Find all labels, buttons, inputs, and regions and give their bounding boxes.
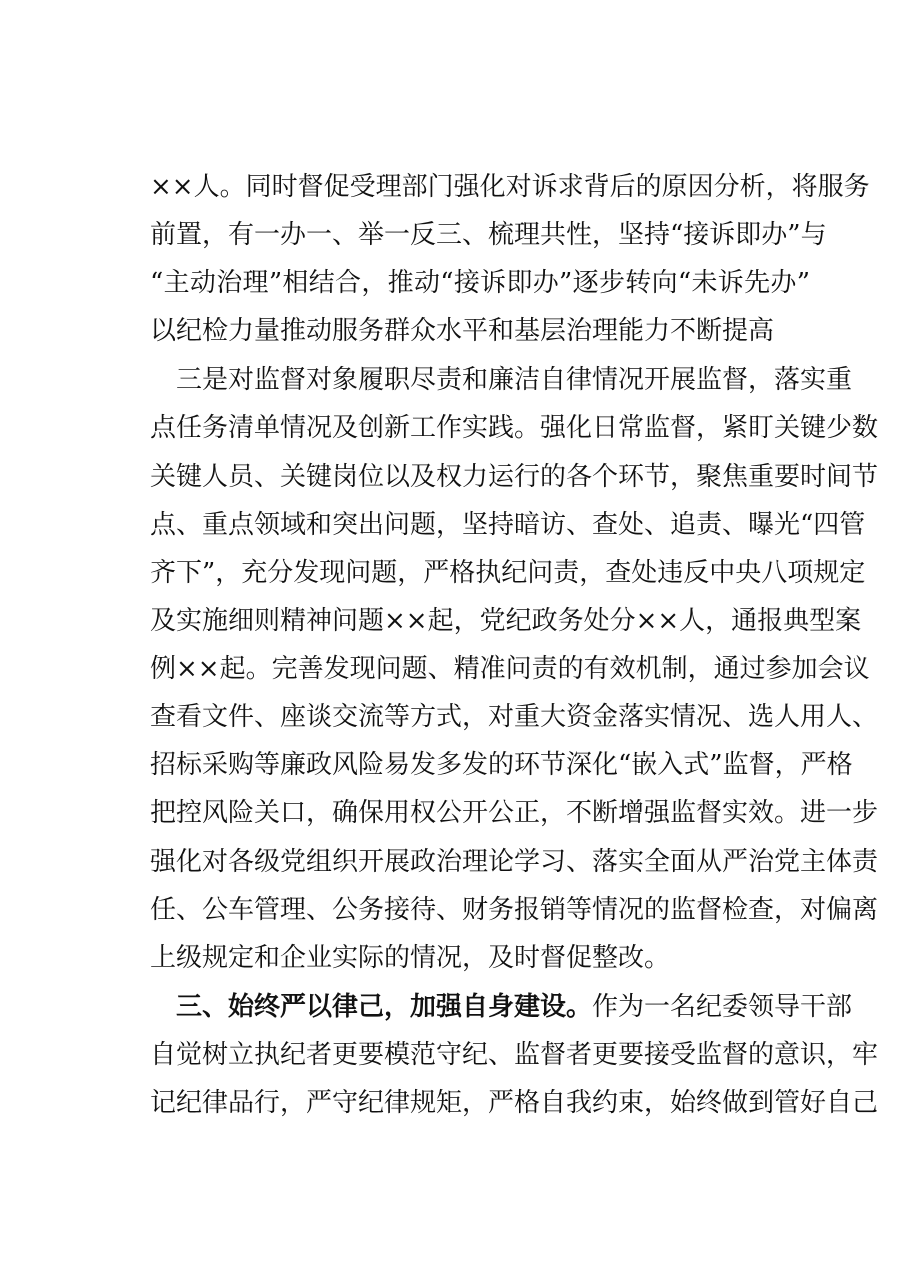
paragraph-2-line-13: 上级规定和企业实际的情况，及时督促整改。 xyxy=(150,943,671,973)
paragraph-2-line-4: 点、重点领域和突出问题，坚持暗访、查处、追责、曝光“四管 xyxy=(150,510,866,540)
paragraph-2-line-6: 及实施细则精神问题××起，党纪政务处分××人，通报典型案 xyxy=(150,606,862,636)
paragraph-2-line-10: 把控风险关口，确保用权公开公正，不断增强监督实效。进一步 xyxy=(150,798,879,828)
paragraph-2-line-9: 招标采购等廉政风险易发多发的环节深化“嵌入式”监督，严格 xyxy=(150,750,853,780)
paragraph-1-line-3: “主动治理”相结合，推动“接诉即办”逐步转向“未诉先办” xyxy=(150,268,810,298)
paragraph-3-line-1 xyxy=(176,987,853,1027)
paragraph-2-line-5: 齐下”，充分发现问题，严格执纪问责，查处违反中央八项规定 xyxy=(150,558,866,588)
paragraph-1-line-4: 以纪检力量推动服务群众水平和基层治理能力不断提高 xyxy=(150,316,775,346)
paragraph-2-line-12: 任、公车管理、公务接待、财务报销等情况的监督检查，对偏离 xyxy=(150,895,879,925)
section-heading: 三、始终严以律己，加强自身建设。 xyxy=(176,992,593,1022)
paragraph-1-line-1: ××人。同时督促受理部门强化对诉求背后的原因分析，将服务 xyxy=(150,172,870,202)
paragraph-2-line-2: 点任务清单情况及创新工作实践。强化日常监督，紧盯关键少数 xyxy=(150,413,879,443)
paragraph-2-line-8: 查看文件、座谈交流等方式，对重大资金落实情况、选人用人、 xyxy=(150,702,879,732)
paragraph-2-line-11: 强化对各级党组织开展政治理论学习、落实全面从严治党主体责 xyxy=(150,847,879,877)
paragraph-2-line-3: 关键人员、关键岗位以及权力运行的各个环节，聚焦重要时间节 xyxy=(150,462,879,492)
paragraph-1-line-2: 前置，有一办一、举一反三、梳理共性，坚持“接诉即办”与 xyxy=(150,220,827,250)
paragraph-3-line-2: 自觉树立执纪者更要模范守纪、监督者更要接受监督的意识，牢 xyxy=(150,1040,879,1070)
paragraph-2-line-7: 例××起。完善发现问题、精准问责的有效机制，通过参加会议 xyxy=(150,654,870,684)
paragraph-3-line-3: 记纪律品行，严守纪律规矩，严格自我约束，始终做到管好自己 xyxy=(150,1088,879,1118)
paragraph-3-line-1-text: 作为一名纪委领导干部 xyxy=(592,992,853,1022)
paragraph-2-line-1: 三是对监督对象履职尽责和廉洁自律情况开展监督，落实重 xyxy=(176,365,853,395)
